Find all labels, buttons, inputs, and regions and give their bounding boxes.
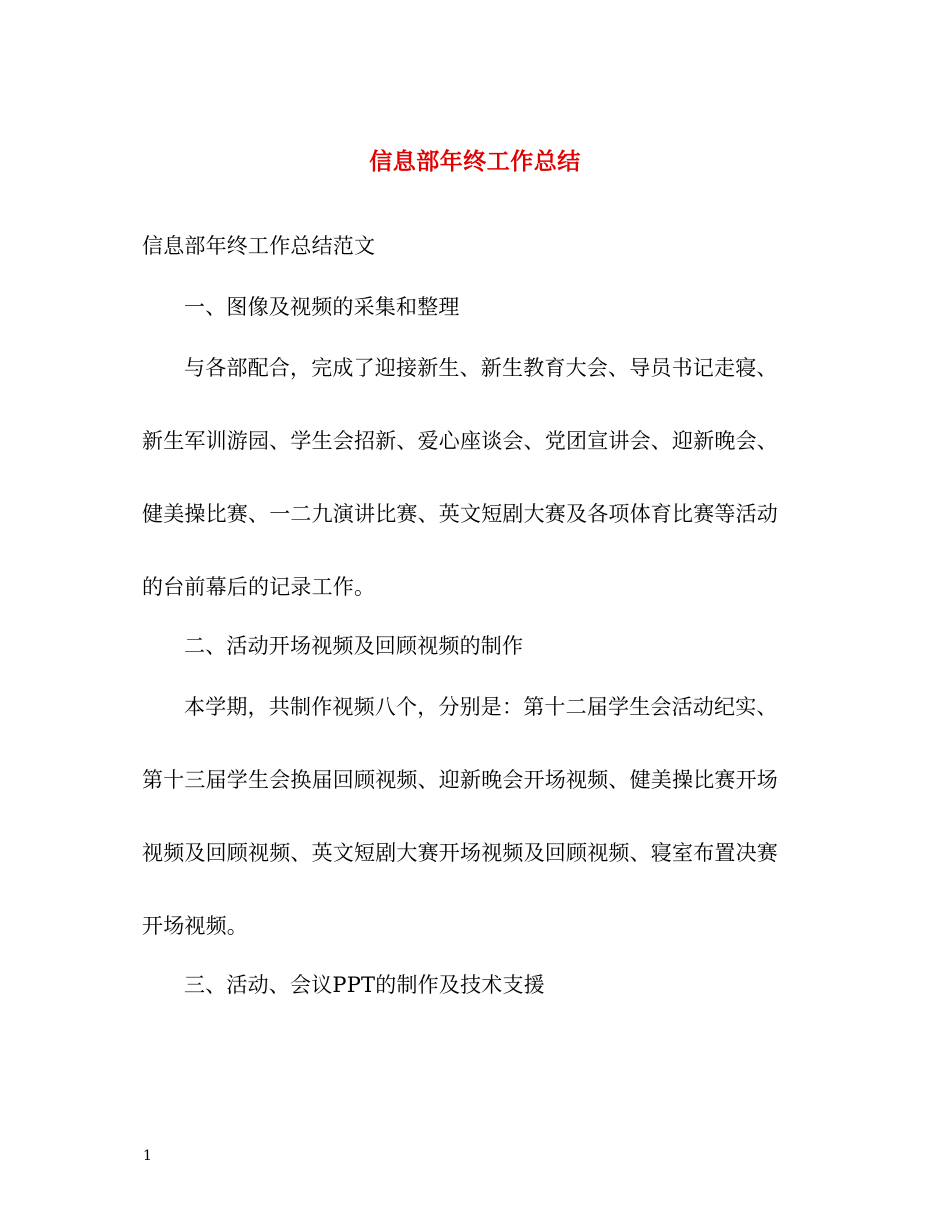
paragraph-line: 健美操比赛、一二九演讲比赛、英文短剧大赛及各项体育比赛等活动 [142, 502, 778, 526]
paragraph-line: 的台前幕后的记录工作。 [142, 575, 376, 599]
paragraph-line: 新生军训游园、学生会招新、爱心座谈会、党团宣讲会、迎新晚会、 [142, 429, 778, 453]
section-heading-1: 一、图像及视频的采集和整理 [184, 295, 460, 319]
paragraph-line: 第十三届学生会换届回顾视频、迎新晚会开场视频、健美操比赛开场 [142, 768, 778, 792]
paragraph-line: 本学期，共制作视频八个，分别是：第十二届学生会活动纪实、 [184, 695, 778, 719]
page-number: 1 [143, 1148, 152, 1164]
paragraph-line: 视频及回顾视频、英文短剧大赛开场视频及回顾视频、寝室布置决赛 [142, 841, 778, 865]
paragraph-line: 与各部配合，完成了迎接新生、新生教育大会、导员书记走寝、 [184, 356, 778, 380]
document-subtitle: 信息部年终工作总结范文 [142, 234, 376, 258]
section-heading-3: 三、活动、会议PPT的制作及技术支援 [184, 973, 545, 997]
document-title: 信息部年终工作总结 [369, 148, 581, 175]
section-heading-2: 二、活动开场视频及回顾视频的制作 [184, 634, 524, 658]
paragraph-line: 开场视频。 [142, 914, 248, 938]
